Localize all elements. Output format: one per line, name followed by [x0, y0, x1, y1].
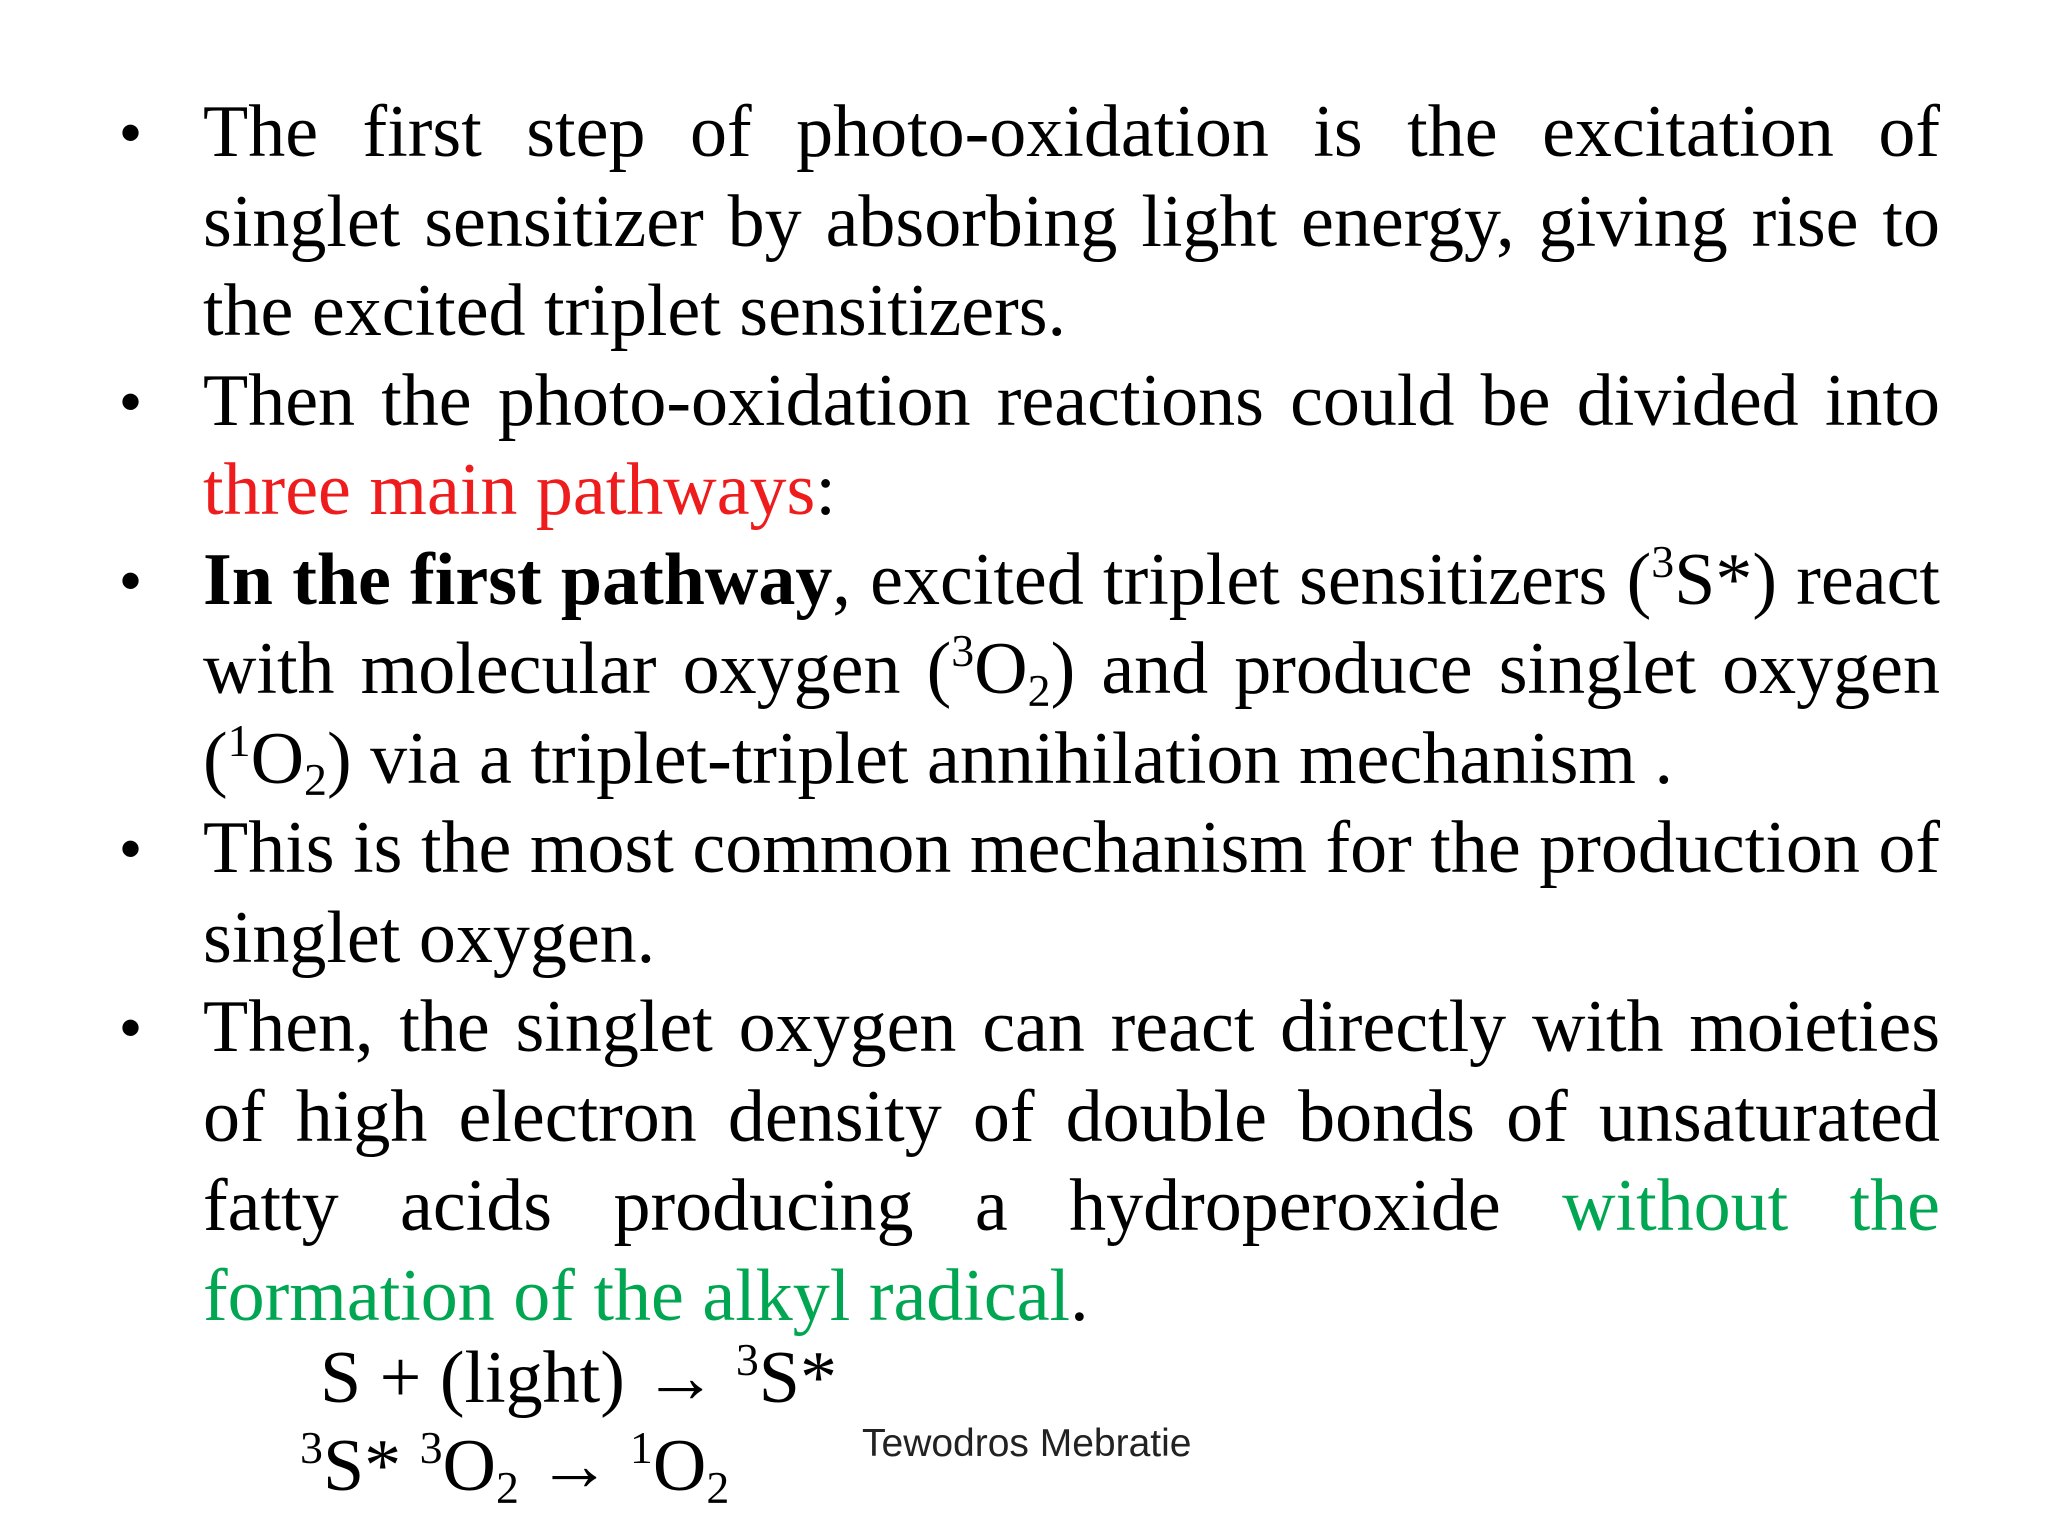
subscript: 2 — [1027, 664, 1051, 716]
bullet-dot-icon: • — [120, 546, 142, 614]
equation-text: O — [652, 1425, 707, 1507]
bullet-list — [120, 88, 1940, 1341]
equation-excitation — [320, 1333, 837, 1423]
bullet-text: Then the photo-oxidation reactions could be divided into — [203, 359, 1940, 442]
equation-text: S* — [322, 1425, 420, 1507]
superscript: 3 — [419, 1422, 443, 1474]
bullet-text: ) and produce singlet oxygen ( — [203, 628, 1940, 800]
bullet-dot-icon: • — [120, 99, 142, 166]
equation-text: O — [442, 1425, 496, 1507]
superscript: 1 — [629, 1422, 653, 1474]
bullet-text: Then, the singlet oxygen can react directly with moieties of high electron density of double bonds of unsaturated fatty acids producing a hydroperoxide — [203, 986, 1940, 1247]
equation-singlet-oxygen — [300, 1421, 729, 1511]
bullet-item — [120, 357, 1940, 536]
superscript: 1 — [227, 714, 251, 766]
bullet-text: O — [250, 717, 305, 800]
bullet-dot-icon: • — [120, 815, 142, 882]
bullet-text: ) via a triplet-triplet annihilation mechanism . — [326, 717, 1673, 800]
equation-arrow: → — [518, 1425, 630, 1507]
bullet-text: This is the most common mechanism for the production of singlet oxygen. — [203, 807, 1940, 979]
subscript: 2 — [706, 1461, 730, 1513]
bullet-text: The first step of photo-oxidation is the excitation of singlet sensitizer by absorbing light energy, giving rise to the excited triplet sensitizers. — [203, 91, 1940, 352]
superscript: 3 — [300, 1422, 323, 1474]
bullet-text: , excited triplet sensitizers ( — [832, 538, 1652, 621]
superscript: 3 — [735, 1334, 759, 1386]
author-footer: Tewodros Mebratie — [862, 1422, 1192, 1465]
bullet-item — [120, 804, 1940, 983]
bullet-text: S*) react with molecular oxygen ( — [203, 538, 1940, 710]
bullet-text-end: : — [815, 449, 836, 531]
equation-text: S* — [758, 1337, 837, 1419]
highlight-red-text: three main pathways — [203, 449, 816, 531]
superscript: 3 — [951, 625, 975, 677]
superscript: 3 — [1651, 535, 1675, 587]
bullet-dot-icon: • — [120, 367, 142, 435]
bullet-text-end: . — [1070, 1254, 1089, 1337]
bold-lead-text: In the first pathway — [203, 538, 833, 621]
bullet-item — [120, 535, 1940, 806]
bullet-item — [120, 983, 1940, 1341]
bullet-text: O — [974, 628, 1028, 710]
bullet-dot-icon: • — [120, 994, 142, 1061]
equation-text: S + (light) → — [320, 1337, 736, 1419]
bullet-item — [120, 88, 1940, 357]
highlight-green-text: without the formation of the alkyl radical — [203, 1165, 1940, 1337]
subscript: 2 — [304, 754, 327, 806]
subscript: 2 — [495, 1461, 519, 1513]
